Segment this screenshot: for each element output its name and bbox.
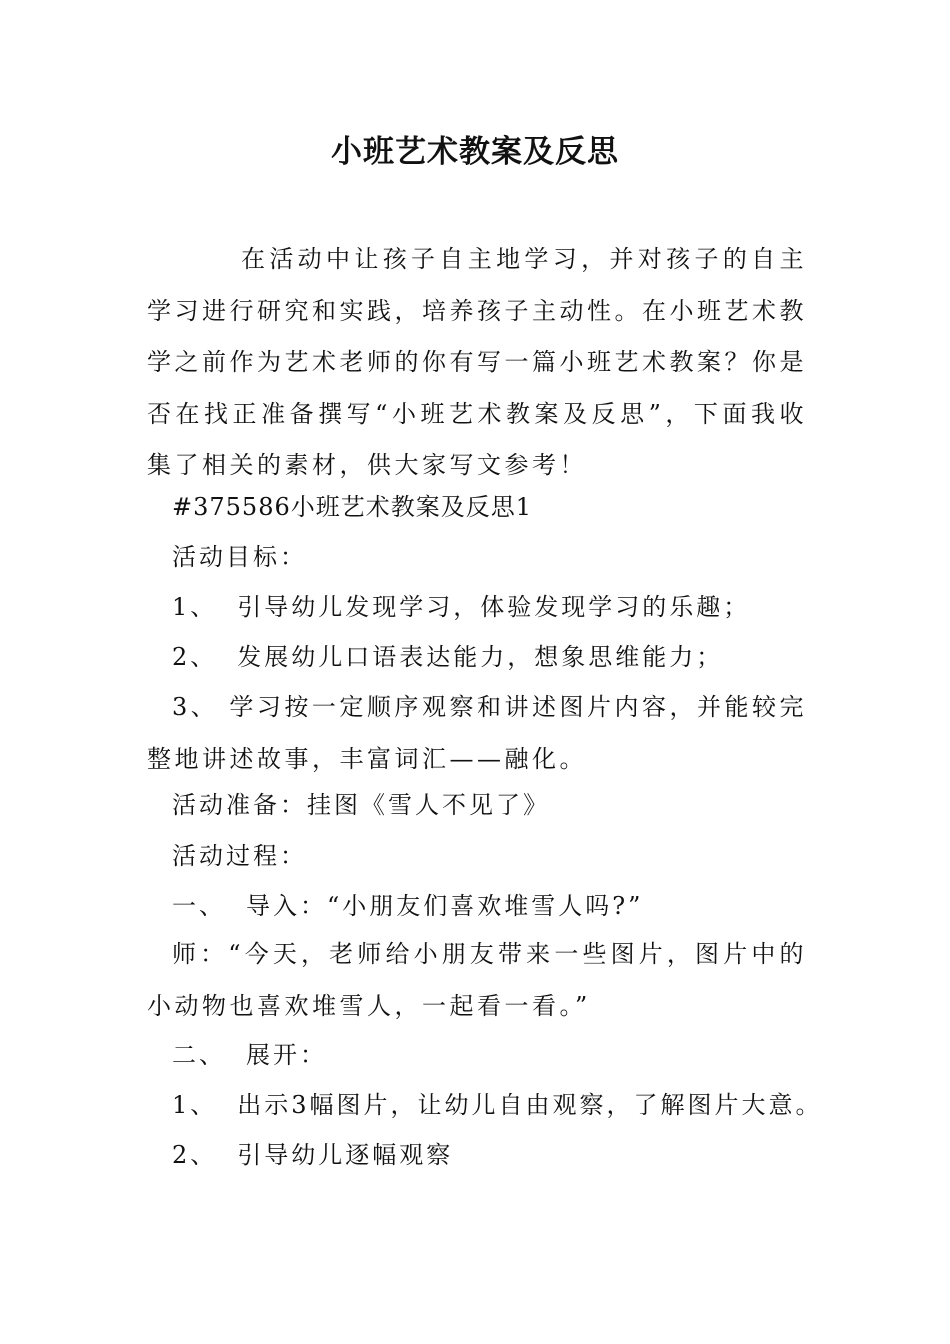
sub-step-text: 引导幼儿逐幅观察 — [237, 1141, 454, 1169]
sub-step-number: 2、 — [172, 1141, 218, 1169]
sub-step — [172, 1135, 453, 1175]
goal-item — [172, 587, 750, 627]
step-one — [172, 886, 643, 926]
goal-text: 引导幼儿发现学习，体验发现学习的乐趣； — [237, 593, 751, 621]
document-title: 小班艺术教案及反思 — [331, 134, 619, 170]
goal-text: 发展幼儿口语表达能力，想象思维能力； — [237, 643, 724, 671]
sub-step — [172, 1085, 823, 1125]
sub-step-number: 1、 — [172, 1091, 218, 1119]
intro-paragraph: 在活动中让孩子自主地学习，并对孩子的自主学习进行研究和实践，培养孩子主动性。在小班艺术教学之前作为艺术老师的你有写一篇小班艺术教案？你是否在找正准备撰写“小班艺术教案及反思”，下面我收集了相关的素材，供大家写文参考！ — [147, 245, 807, 479]
teacher-line: 师：“今天，老师给小朋友带来一些图片，图片中的小动物也喜欢堆雪人，一起看一看。” — [147, 940, 807, 1020]
process-label: 活动过程： — [172, 842, 307, 870]
goal-item-3: 3、 学习按一定顺序观察和讲述图片内容，并能较完整地讲述故事，丰富词汇——融化。 — [147, 693, 807, 773]
sub-step-text: 出示3幅图片，让幼儿自由观察，了解图片大意。 — [237, 1091, 823, 1119]
goal-number: 2、 — [172, 643, 218, 671]
goal-number: 1、 — [172, 593, 218, 621]
step-number: 一、 — [172, 892, 226, 920]
section-heading: #375586小班艺术教案及反思1 — [172, 493, 532, 521]
goal-item — [172, 637, 723, 677]
step-two — [172, 1035, 327, 1075]
preparation-line: 活动准备：挂图《雪人不见了》 — [172, 791, 550, 819]
step-text: 展开： — [246, 1041, 327, 1069]
step-number: 二、 — [172, 1041, 226, 1069]
goals-label: 活动目标： — [172, 543, 307, 571]
step-text: 导入：“小朋友们喜欢堆雪人吗?” — [246, 892, 644, 920]
